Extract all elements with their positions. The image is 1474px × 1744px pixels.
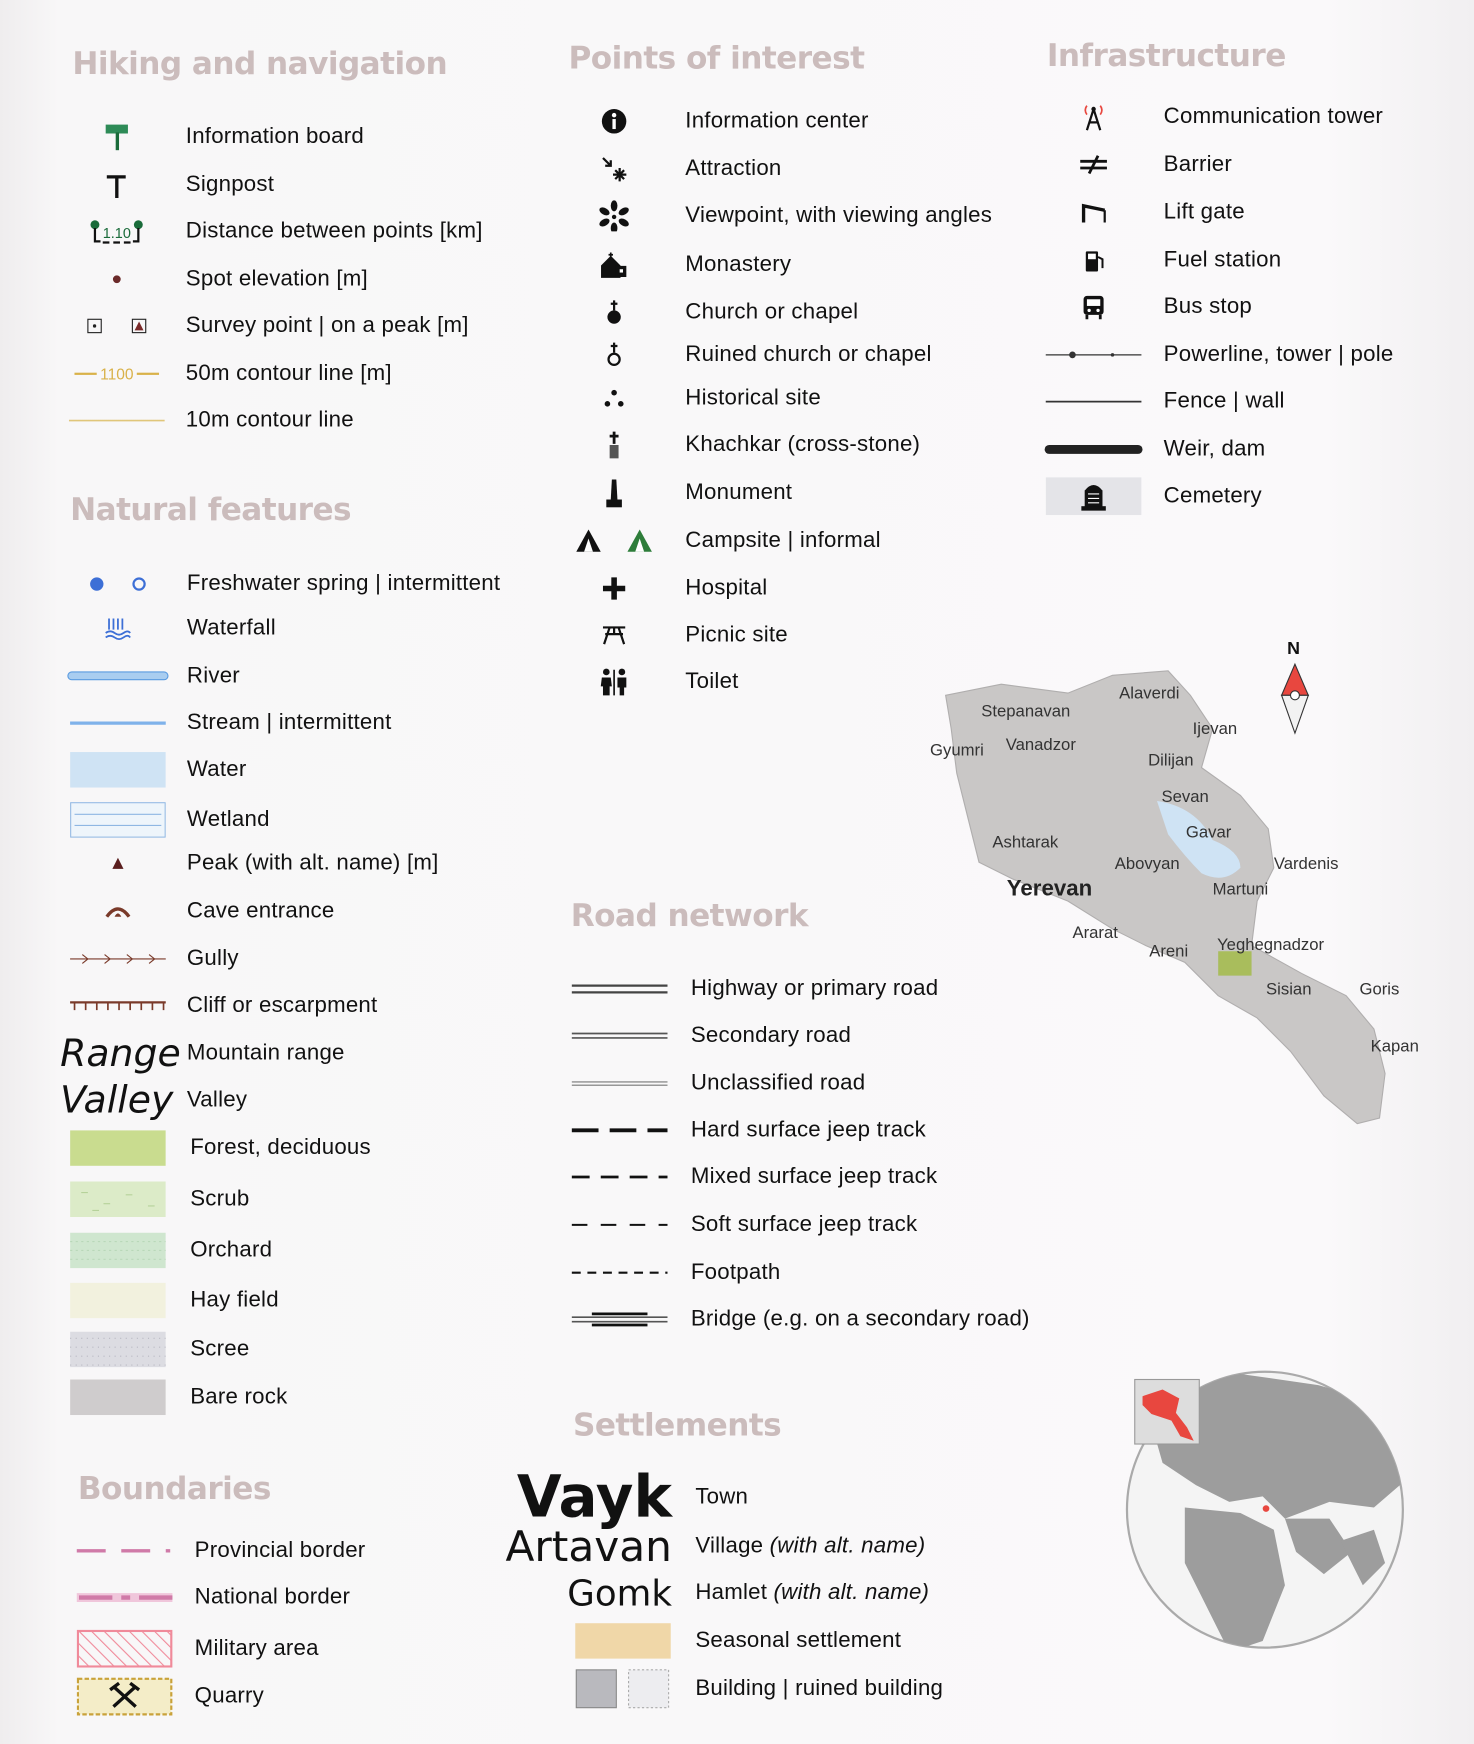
legend-label-text: Soft surface jeep track [690, 1212, 918, 1237]
legend-label [1164, 200, 1245, 226]
legend-label [685, 480, 792, 506]
cemetery-icon [1046, 477, 1142, 515]
legend-label-text: Peak (with alt. name) [m] [186, 850, 439, 875]
legend-label-text: Mountain range [186, 1040, 345, 1066]
boundaries-heading: Boundaries [77, 1470, 271, 1507]
legend-label-text: Building | ruined building [695, 1675, 944, 1701]
legend-label-text: Wetland [186, 807, 270, 832]
secondary-road-line-icon [570, 1029, 670, 1042]
map-city-label: Sisian [1266, 980, 1312, 1000]
valley-text-icon: Valley [60, 1078, 174, 1123]
legend-label [195, 1636, 319, 1662]
legend-label-text: Spot elevation [m] [185, 266, 368, 291]
legend-label-text: Mixed surface jeep track [690, 1164, 938, 1189]
distance-markers-icon: 1.10 [89, 219, 144, 243]
weir-line-icon [1042, 443, 1144, 456]
legend-label [691, 1260, 781, 1286]
legend-label-text: Hamlet [695, 1580, 774, 1605]
legend-label [195, 1538, 366, 1564]
hayfield-swatch-icon [70, 1283, 166, 1319]
seasonal-swatch-icon [575, 1623, 671, 1659]
bridge-line-icon [570, 1312, 670, 1328]
north-arrow [1277, 662, 1313, 735]
legend-label-text: Waterfall [186, 615, 276, 641]
legend-label [1164, 342, 1394, 368]
legend-label-text: Information board [185, 124, 364, 149]
legend-label [190, 1135, 371, 1161]
bus-stop-icon [1081, 294, 1105, 321]
legend-label [691, 1023, 851, 1049]
legend-label-text: Toilet [685, 669, 739, 694]
legend-label-text: National border [194, 1584, 351, 1610]
map-city-label: Areni [1149, 942, 1189, 962]
information-center-icon [601, 108, 628, 135]
legend-label [685, 252, 791, 278]
legend-label [685, 108, 868, 134]
legend-label-text: Gully [186, 946, 239, 971]
legend-label-text: Information center [685, 108, 869, 133]
legend-label [695, 1485, 748, 1511]
legend-label-text: Secondary road [690, 1022, 852, 1048]
forest-swatch-icon [70, 1130, 166, 1166]
legend-label-text: Distance between points [km] [185, 218, 483, 244]
toilet-icon [599, 668, 630, 697]
legend-label [1164, 437, 1266, 463]
map-city-label: Vanadzor [1005, 735, 1076, 755]
legend-label [691, 976, 938, 1002]
signpost-icon [103, 170, 130, 199]
survey-point-icon [87, 318, 147, 334]
legend-label [186, 408, 354, 434]
legend-label-text: Provincial border [194, 1538, 366, 1563]
town-text-icon: Vayk [516, 1464, 672, 1531]
legend-label-text: Ruined church or chapel [685, 342, 932, 367]
legend-label [190, 1337, 249, 1363]
legend-label [685, 300, 858, 326]
monastery-icon [600, 250, 629, 279]
legend-label-text: Bus stop [1163, 294, 1253, 319]
legend-label-text: Communication tower [1163, 104, 1384, 129]
legend-label-text: Khachkar (cross-stone) [685, 432, 921, 457]
wetland-icon [70, 802, 166, 838]
legend-label [190, 1288, 279, 1314]
legend-label [691, 1212, 917, 1238]
poi-heading: Points of interest [568, 39, 865, 77]
ruined-church-icon [605, 342, 623, 369]
legend-label [1164, 104, 1383, 130]
legend-label-text: Village [695, 1533, 770, 1559]
contour-10m-icon [67, 414, 167, 427]
fence-line-icon [1044, 395, 1144, 408]
legend-label-text: Seasonal settlement [695, 1628, 902, 1653]
legend-label [695, 1580, 929, 1606]
legend-label [691, 1071, 865, 1097]
legend-label-text: Town [695, 1484, 749, 1510]
north-label: N [1287, 639, 1301, 659]
information-board-icon [103, 122, 130, 151]
legend-label [685, 385, 821, 411]
legend-label [187, 807, 270, 833]
legend-label-text: Hard surface jeep track [690, 1117, 926, 1142]
legend-label [186, 266, 368, 292]
legend-label-text: Fuel station [1163, 247, 1282, 273]
legend-label-text: Cemetery [1163, 483, 1262, 508]
legend-label-text: Fence | wall [1163, 388, 1285, 414]
legend-label [695, 1676, 943, 1702]
legend-label [190, 1186, 249, 1212]
legend-label-text: Hay field [190, 1287, 279, 1313]
settlements-heading: Settlements [572, 1406, 782, 1444]
legend-label [186, 124, 364, 150]
legend-label [187, 993, 378, 1019]
map-city-label: Goris [1359, 980, 1400, 1000]
legend-label-text: Stream | intermittent [186, 710, 392, 735]
map-city-label: Ijevan [1192, 719, 1238, 739]
range-text-icon: Range [60, 1031, 181, 1076]
legend-label [691, 1164, 937, 1190]
legend-label-italic: (with alt. name) [773, 1580, 930, 1605]
infra-heading: Infrastructure [1046, 37, 1286, 74]
legend-label [187, 946, 239, 972]
soft-jeep-line-icon [570, 1218, 670, 1231]
hard-jeep-line-icon [570, 1124, 670, 1137]
military-area-swatch-icon [77, 1630, 173, 1668]
legend-label-text: Church or chapel [685, 299, 859, 325]
monument-icon [604, 477, 624, 508]
legend-label-text: Weir, dam [1163, 436, 1266, 462]
legend-label [187, 616, 276, 642]
legend-label [1164, 152, 1232, 178]
legend-label [685, 622, 788, 648]
legend-label-text: Attraction [685, 156, 782, 181]
map-city-label: Gyumri [930, 740, 984, 760]
legend-label-text: Footpath [690, 1259, 781, 1285]
legend-label-italic: (with alt. name) [769, 1533, 926, 1559]
legend-label [187, 1041, 345, 1067]
spot-elevation-icon [111, 274, 122, 285]
church-icon [605, 299, 623, 326]
communication-tower-icon [1081, 102, 1105, 131]
contour-50m-icon: 1100 [74, 365, 159, 383]
map-city-label: Dilijan [1148, 750, 1194, 770]
legend-label-text: Monument [685, 480, 793, 505]
fuel-station-icon [1082, 248, 1104, 272]
stream-icon [68, 716, 168, 729]
water-icon [70, 752, 166, 788]
legend-label-text: Highway or primary road [690, 976, 939, 1001]
legend-label-text: Barrier [1163, 151, 1233, 177]
building-swatch-icon [575, 1669, 671, 1709]
map-city-label: Gavar [1185, 823, 1232, 843]
legend-label [195, 1684, 264, 1710]
legend-label [187, 898, 335, 924]
lift-gate-icon [1079, 201, 1108, 223]
legend-label-text: Bare rock [190, 1384, 288, 1409]
legend-label-text: Valley [186, 1087, 248, 1112]
cave-icon [105, 903, 132, 919]
legend-label-text: River [186, 663, 240, 689]
highway-line-icon [570, 982, 670, 995]
gully-icon [68, 952, 168, 965]
hamlet-text-icon: Gomk [567, 1571, 672, 1615]
legend-label [685, 669, 738, 695]
scree-swatch-icon [70, 1332, 166, 1368]
legend-label [186, 361, 392, 387]
legend-label [1164, 248, 1282, 274]
unclassified-road-line-icon [570, 1077, 670, 1090]
legend-label [187, 851, 439, 877]
map-city-label: Alaverdi [1119, 684, 1180, 704]
legend-label-text: Scrub [190, 1186, 250, 1211]
map-city-label: Martuni [1212, 879, 1269, 899]
legend-label-text: Forest, deciduous [190, 1135, 371, 1160]
map-city-label: Sevan [1161, 787, 1209, 807]
campsite-icon [575, 527, 653, 554]
legend-label-text: Survey point | on a peak [m] [185, 313, 469, 338]
legend-label-text: Scree [190, 1336, 250, 1362]
legend-label [685, 342, 931, 368]
legend-label-text: Water [186, 757, 247, 782]
orchard-swatch-icon [70, 1233, 166, 1269]
legend-label-text: Campsite | informal [685, 527, 881, 553]
natural-heading: Natural features [70, 491, 352, 528]
legend-label [1164, 389, 1285, 415]
legend-label-text: Viewpoint, with viewing angles [685, 203, 993, 228]
legend-label-text: Lift gate [1163, 199, 1245, 225]
legend-label-text: Unclassified road [690, 1070, 866, 1096]
legend-label [691, 1307, 1030, 1333]
legend-label [186, 219, 483, 245]
legend-label-text: Quarry [194, 1683, 265, 1709]
legend-label [187, 664, 240, 690]
legend-label [685, 156, 781, 182]
legend-label [190, 1238, 272, 1264]
river-icon [66, 670, 171, 683]
map-city-label: Abovyan [1114, 854, 1180, 874]
legend-label [691, 1118, 926, 1144]
spring-icon [89, 576, 147, 592]
legend-label [187, 571, 500, 597]
barrier-icon [1078, 154, 1109, 176]
scrub-swatch-icon [70, 1181, 166, 1217]
globe-locator [1118, 1363, 1413, 1658]
legend-label-text: Orchard [190, 1237, 273, 1263]
national-border-icon [75, 1590, 175, 1606]
legend-label [695, 1628, 901, 1654]
legend-label-text: Signpost [185, 171, 275, 197]
legend-label [187, 757, 247, 783]
legend-label-text: Hospital [685, 575, 768, 601]
hiking-heading: Hiking and navigation [72, 45, 448, 82]
legend-label-text: Military area [194, 1635, 319, 1661]
legend-label-text: Cave entrance [186, 898, 335, 923]
legend-label [1164, 294, 1252, 320]
map-city-label: Vardenis [1273, 854, 1339, 874]
legend-label [1164, 483, 1262, 509]
legend-label-text: Monastery [685, 251, 792, 277]
legend-label [187, 1087, 247, 1113]
map-city-label: Stepanavan [981, 701, 1071, 721]
footpath-line-icon [570, 1266, 670, 1279]
legend-label [695, 1534, 925, 1560]
legend-label [187, 710, 392, 736]
viewpoint-icon [596, 200, 632, 231]
map-city-label: Yerevan [1006, 876, 1093, 902]
map-city-label: Kapan [1370, 1036, 1419, 1056]
picnic-icon [600, 624, 629, 646]
legend-label [685, 528, 880, 554]
legend-label-text: 50m contour line [m] [185, 361, 392, 386]
bare-rock-swatch-icon [70, 1380, 166, 1416]
legend-label [685, 576, 767, 602]
legend-label-text: Powerline, tower | pole [1163, 342, 1394, 367]
legend-label [685, 432, 920, 458]
provincial-border-icon [75, 1544, 175, 1557]
powerline-icon [1044, 348, 1144, 361]
peak-icon [111, 857, 124, 870]
roads-heading: Road network [570, 897, 809, 934]
cliff-icon [68, 998, 168, 1014]
legend-label [195, 1585, 350, 1611]
map-city-label: Ashtarak [992, 833, 1059, 853]
historical-site-icon [603, 388, 625, 408]
legend-label-text: Bridge (e.g. on a secondary road) [690, 1306, 1030, 1332]
waterfall-icon [103, 616, 132, 640]
khachkar-icon [606, 431, 622, 460]
legend-label-text: Cliff or escarpment [186, 992, 378, 1018]
legend-label [186, 172, 274, 198]
legend-label-text: Historical site [685, 385, 821, 410]
quarry-icon [77, 1678, 173, 1716]
legend-label [186, 313, 469, 339]
village-text-icon: Artavan [505, 1521, 672, 1571]
attraction-icon [600, 155, 629, 184]
legend-label-text: 10m contour line [185, 407, 354, 433]
map-city-label: Yeghegnadzor [1217, 935, 1325, 955]
map-city-label: Ararat [1072, 923, 1118, 943]
legend-label-text: Picnic site [685, 622, 788, 647]
mixed-jeep-line-icon [570, 1170, 670, 1183]
legend-label [685, 203, 992, 229]
hospital-icon [601, 575, 628, 602]
legend-label [190, 1385, 287, 1411]
legend-label-text: Freshwater spring | intermittent [186, 571, 501, 596]
